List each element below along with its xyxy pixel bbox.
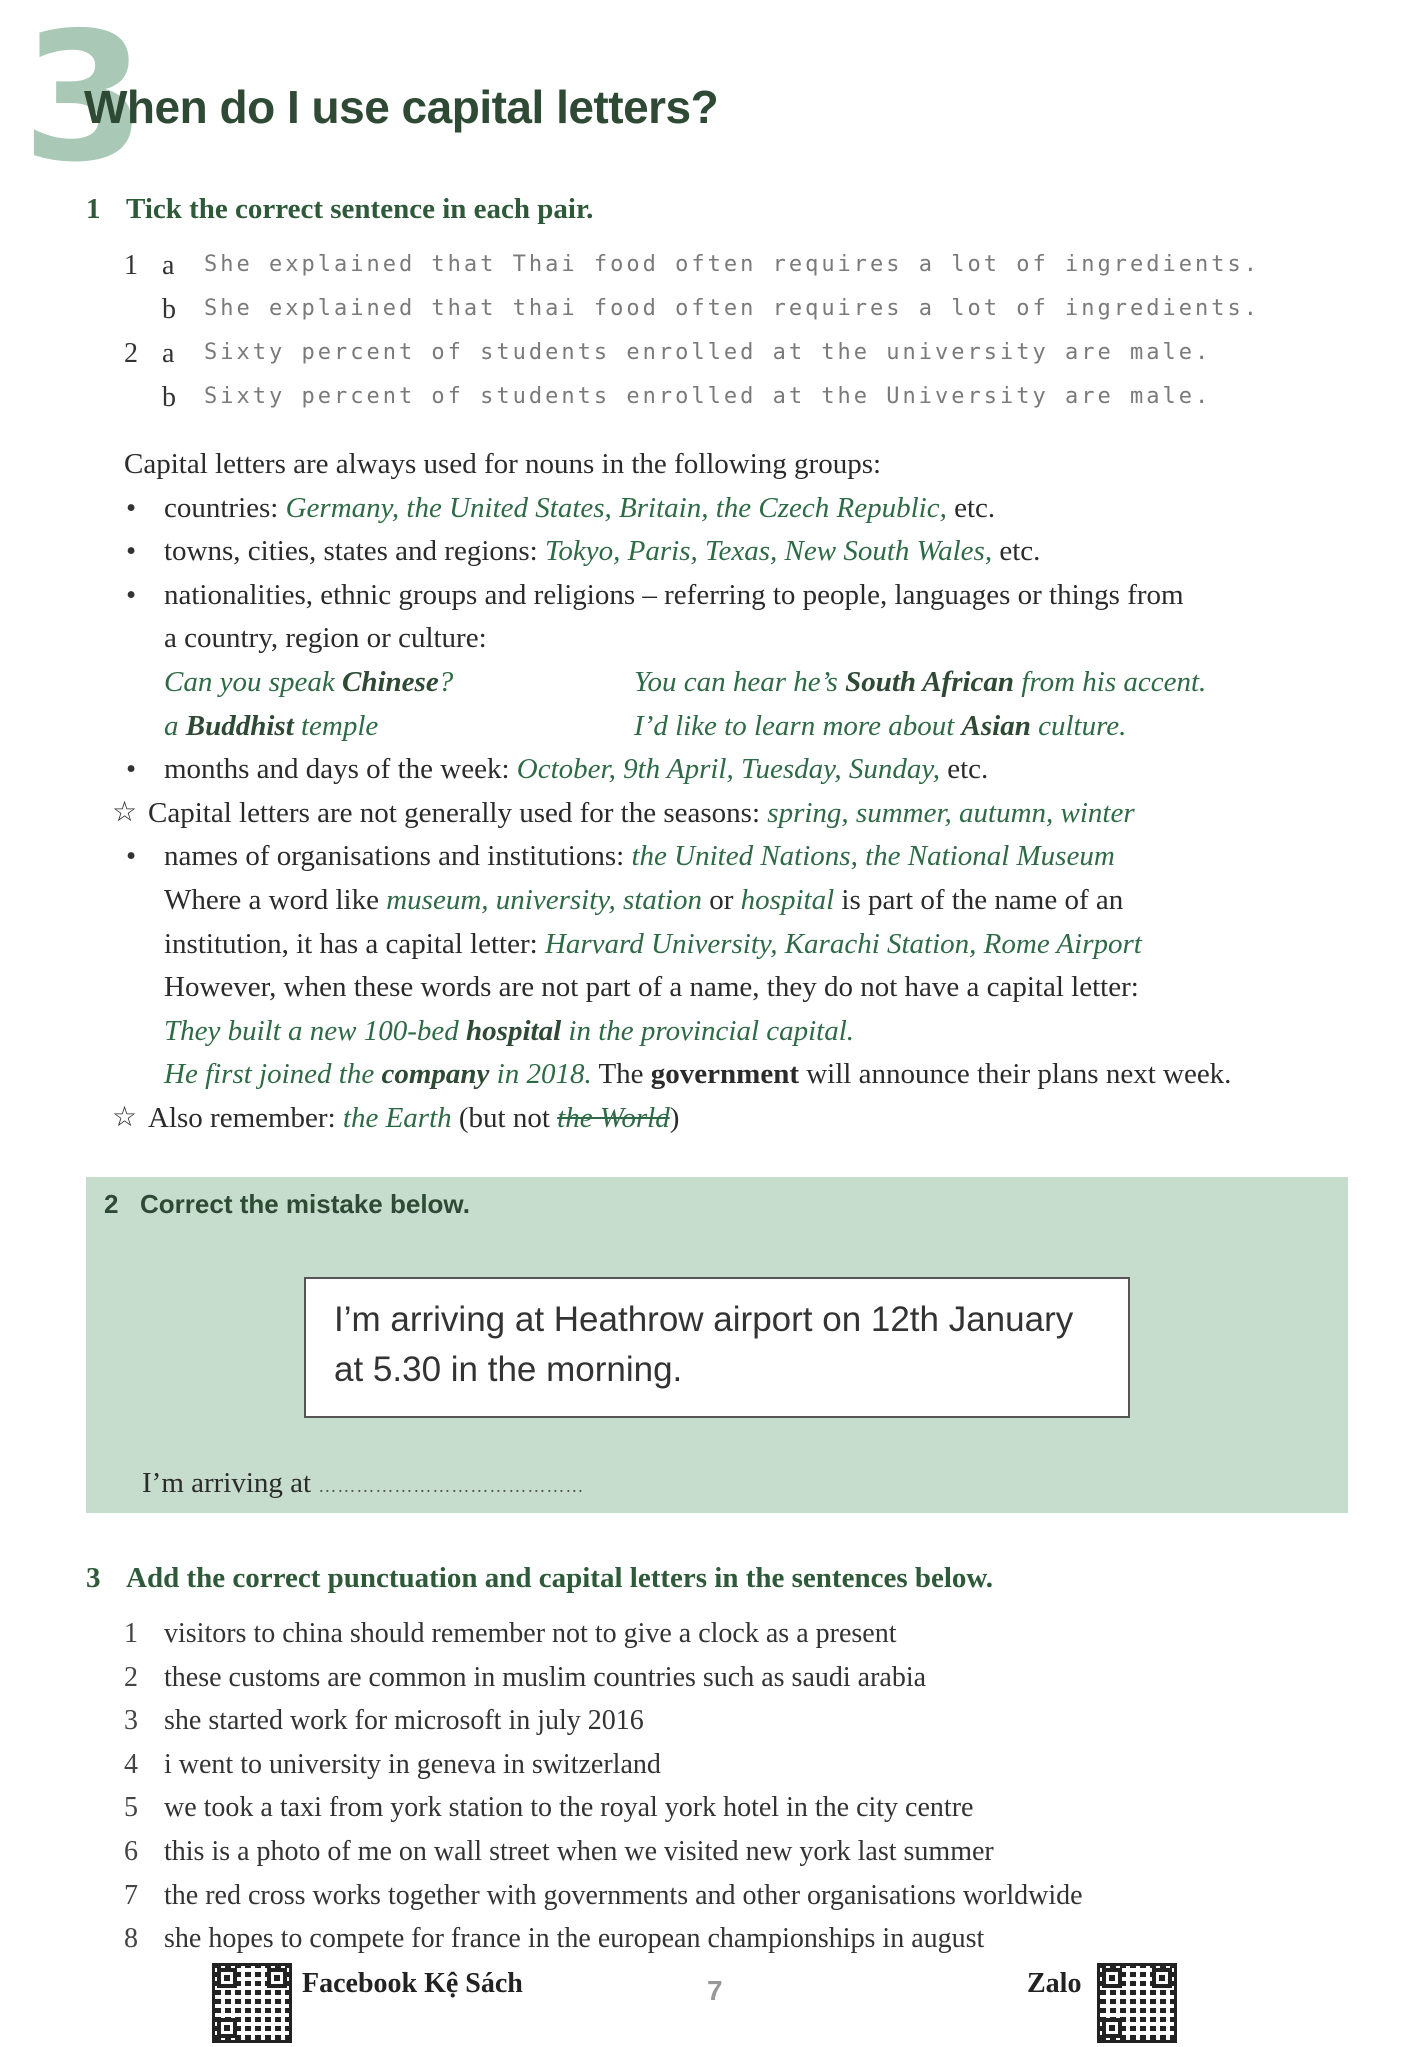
exercise-1-heading [86, 193, 593, 226]
exercise-3-number: 3 [86, 1562, 101, 1594]
list-item[interactable]: 3 she started work for microsoft in july 2016 [124, 1705, 644, 1737]
pair-1b-sentence[interactable]: She explained that thai food often requires a lot of ingredients. [204, 296, 1260, 321]
list-item[interactable]: 8 she hopes to compete for france in the european championships in august [124, 1923, 985, 1955]
example-asian: I’d like to learn more about Asian culture. [634, 709, 1127, 742]
example-buddhist: a Buddhist temple [164, 709, 379, 742]
example-hospital: They built a new 100-bed hospital in the provincial capital. [164, 1014, 855, 1047]
exercise-2-panel [86, 1177, 1348, 1513]
pair-2a-sentence[interactable]: Sixty percent of students enrolled at the university are male. [204, 340, 1212, 365]
rules-section [112, 443, 1364, 1141]
pair-2a-label: a [162, 338, 175, 369]
star-icon: ☆ [112, 1101, 138, 1133]
exercise-3-instruction: Add the correct punctuation and capital letters in the sentences below. [126, 1562, 993, 1594]
rule-organisations-line-3: institution, it has a capital letter: Harvard University, Karachi Station, Rome Airport [164, 927, 1142, 960]
star-icon: ☆ [112, 796, 138, 828]
list-item[interactable]: 6 this is a photo of me on wall street when we visited new york last summer [124, 1835, 994, 1867]
answer-start: I’m arriving at [142, 1467, 312, 1499]
rule-towns: • towns, cities, states and regions: Tokyo, Paris, Texas, New South Wales, etc. [124, 530, 1364, 574]
exercise-1-instruction: Tick the correct sentence in each pair. [126, 193, 594, 225]
exercise-2-heading: 2 Correct the mistake below. [104, 1189, 470, 1219]
page-title: When do I use capital letters? [84, 81, 719, 133]
rule-countries: • countries: Germany, the United States, Britain, the Czech Republic, etc. [124, 487, 1364, 531]
rule-nationalities: • nationalities, ethnic groups and religions – referring to people, languages or things from [124, 574, 1364, 618]
nationality-examples-row-1 [124, 661, 1364, 705]
example-chinese: Can you speak Chinese? [164, 665, 454, 698]
exercise-3-list [124, 1612, 1083, 1961]
qr-code-zalo-icon[interactable] [1097, 1963, 1177, 2043]
pair-1b-label: b [162, 294, 176, 325]
pair-2b-label: b [162, 382, 176, 413]
mistake-line-1: I’m arriving at Heathrow airport on 12th January [334, 1300, 1074, 1339]
example-south-african: You can hear he’s South African from his accent. [634, 665, 1207, 698]
exercise-3-heading [86, 1562, 993, 1595]
qr-code-facebook-icon[interactable] [212, 1963, 292, 2043]
list-item[interactable]: 4 i went to university in geneva in switzerland [124, 1748, 661, 1780]
pair-1a-label: a [162, 250, 175, 281]
exercise-1-number: 1 [86, 193, 101, 225]
chapter-number: 3 [22, 0, 146, 201]
nationality-examples-row-2 [124, 705, 1364, 749]
mistake-box [304, 1277, 1130, 1418]
note-seasons: ☆ Capital letters are not generally used for the seasons: spring, summer, autumn, winter [112, 792, 1364, 836]
list-item[interactable]: 7 the red cross works together with governments and other organisations worldwide [124, 1879, 1083, 1911]
answer-blank[interactable]: …………………………………… [318, 1476, 585, 1496]
note-earth: ☆ Also remember: the Earth (but not the World) [112, 1097, 1364, 1141]
mistake-line-2: at 5.30 in the morning. [334, 1350, 683, 1389]
rule-organisations-line-2: Where a word like museum, university, station or hospital is part of the name of an [164, 883, 1124, 916]
pair-1a-sentence[interactable]: She explained that Thai food often requires a lot of ingredients. [204, 252, 1260, 277]
pair-1-number: 1 [124, 250, 138, 281]
pair-2b-sentence[interactable]: Sixty percent of students enrolled at the University are male. [204, 384, 1212, 409]
list-item[interactable]: 5 we took a taxi from york station to the royal york hotel in the city centre [124, 1792, 974, 1824]
rule-organisations: • names of organisations and institutions: the United Nations, the National Museum [124, 835, 1364, 879]
example-company-government: He first joined the company in 2018. The government will announce their plans next week. [164, 1058, 1232, 1091]
rules-intro: Capital letters are always used for nouns in the following groups: [124, 448, 882, 480]
footer-zalo[interactable]: Zalo [1027, 1968, 1082, 1999]
pair-2-number: 2 [124, 338, 138, 369]
rule-organisations-line-4: However, when these words are not part of a name, they do not have a capital letter: [164, 971, 1139, 1004]
page-number: 7 [707, 1975, 723, 2006]
rule-nationalities-cont: a country, region or culture: [164, 622, 487, 655]
list-item[interactable]: 2 these customs are common in muslim countries such as saudi arabia [124, 1661, 927, 1693]
answer-line[interactable] [142, 1467, 584, 1500]
footer-facebook[interactable]: Facebook Kệ Sách [302, 1968, 523, 1999]
list-item[interactable]: 1 visitors to china should remember not to give a clock as a present [124, 1618, 897, 1649]
rule-months: • months and days of the week: October, 9th April, Tuesday, Sunday, etc. [124, 748, 1364, 792]
